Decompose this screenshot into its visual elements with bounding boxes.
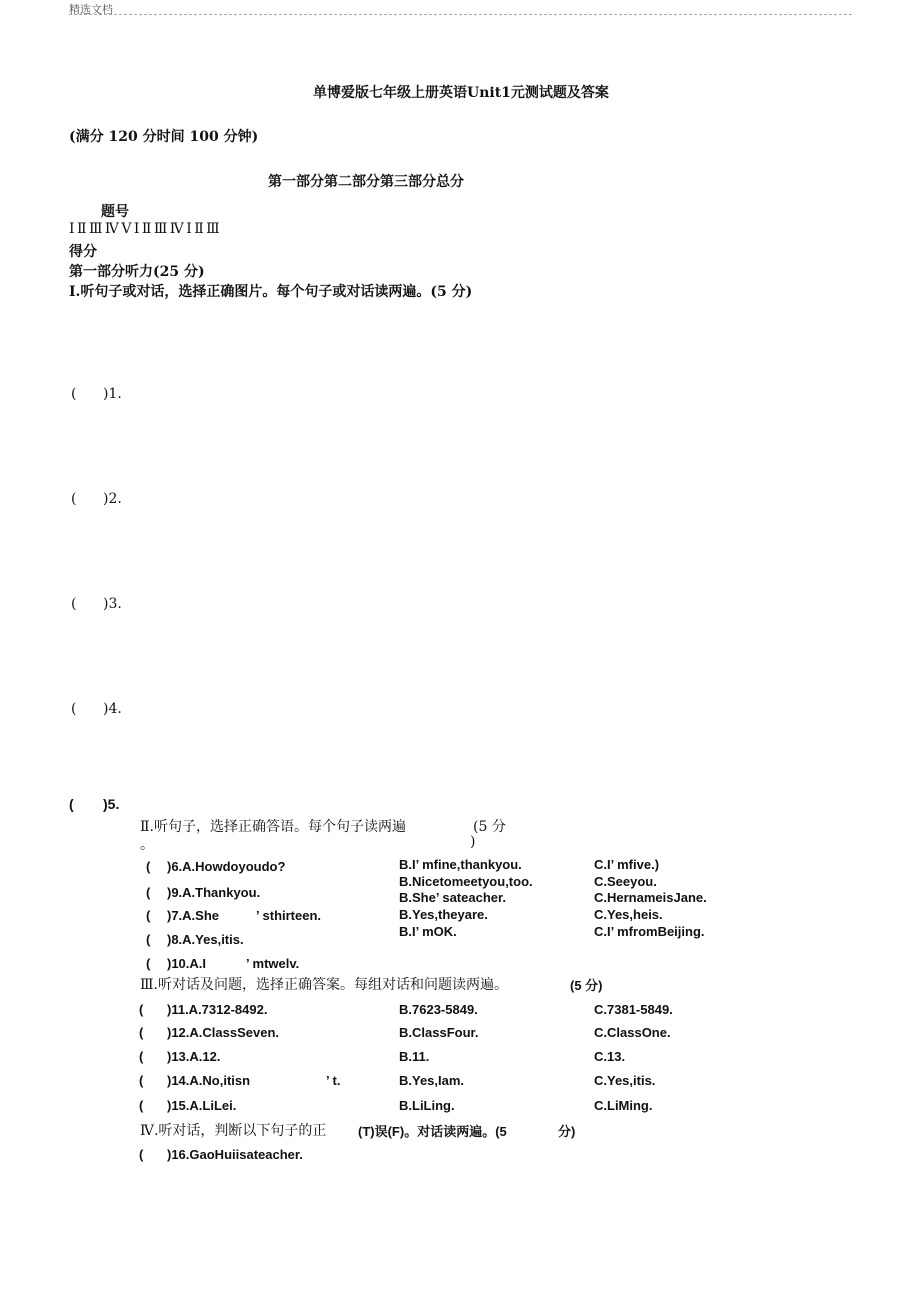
sec3-option-c14: C.Yes,itis. [594, 1073, 656, 1088]
q1-paren: ( [71, 386, 77, 402]
sec2-option-b4: B.Yes,theyare. [399, 907, 488, 922]
sec3-option-b14: B.Yes,Iam. [399, 1073, 465, 1088]
sec3-option-b12: B.ClassFour. [399, 1025, 479, 1040]
sec4-heading-c: 分) [558, 1124, 576, 1139]
q12-paren: ( [139, 1025, 144, 1040]
q13-paren: ( [139, 1049, 144, 1064]
sec2-option-b2: B.Nicetomeetyou,too. [399, 874, 533, 889]
q1: )1. [103, 386, 122, 402]
sec2-option-b1: B.I’ mfine,thankyou. [399, 857, 522, 872]
sec2-option-c1: C.I’ mfive.) [594, 857, 660, 872]
q2-paren: ( [71, 491, 77, 507]
sec3-option-c11: C.7381-5849. [594, 1002, 673, 1017]
q2: )2. [103, 491, 122, 507]
q15-paren: ( [139, 1098, 144, 1113]
score-table-numerals: Ⅰ Ⅱ Ⅲ Ⅳ Ⅴ Ⅰ Ⅱ Ⅲ Ⅳ Ⅰ Ⅱ Ⅲ [69, 221, 219, 237]
part1-heading: 第一部分听力(25 分) [69, 264, 205, 280]
q5-paren: ( [69, 796, 74, 812]
q10-paren: ( [146, 956, 151, 971]
q7-b: ’ sthirteen. [256, 908, 322, 923]
sec2-points-close: ) [470, 834, 476, 850]
score-table-score-label: 得分 [69, 244, 97, 260]
header-divider [69, 14, 852, 15]
q5: )5. [103, 796, 120, 812]
sec2-points: (5 分 [473, 819, 506, 835]
page-title: 单博爱版七年级上册英语Unit1元测试题及答案 [313, 85, 609, 101]
sec3-option-c13: C.13. [594, 1049, 626, 1064]
sec4-heading-b: (T)误(F)。对话读两遍。(5 [358, 1124, 507, 1139]
sec3-points: (5 分) [570, 978, 603, 993]
q15: )15.A.LiLei. [167, 1098, 237, 1113]
q16: )16.GaoHuiisateacher. [167, 1147, 303, 1162]
q12: )12.A.ClassSeven. [167, 1025, 280, 1040]
q13: )13.A.12. [167, 1049, 221, 1064]
q4: )4. [103, 701, 122, 717]
sec3-option-b11: B.7623-5849. [399, 1002, 478, 1017]
q9-paren: ( [146, 885, 151, 900]
sec4-heading-a: Ⅳ.听对话，判断以下句子的正 [140, 1123, 327, 1139]
subtitle: (满分 120 分时间 100 分钟) [69, 129, 259, 145]
sec2-period: 。 [140, 837, 154, 853]
sec3-option-c12: C.ClassOne. [594, 1025, 671, 1040]
sec2-option-c4: C.Yes,heis. [594, 907, 663, 922]
q16-paren: ( [139, 1147, 144, 1162]
q14-a: )14.A.No,itisn [167, 1073, 251, 1088]
q14-b: ’ t. [326, 1073, 341, 1088]
q14-paren: ( [139, 1073, 144, 1088]
sec3-option-b13: B.11. [399, 1049, 430, 1064]
q7-a: )7.A.She [167, 908, 220, 923]
q11-paren: ( [139, 1002, 144, 1017]
score-table-row-label: 题号 [101, 204, 129, 220]
sec2-option-b3: B.She’ sateacher. [399, 890, 506, 905]
sec1-heading: Ⅰ.听句子或对话，选择正确图片。每个句子或对话读两遍。(5 分) [69, 284, 473, 300]
sec3-heading: Ⅲ.听对话及问题，选择正确答案。每组对话和问题读两遍。 [140, 977, 508, 993]
sec2-option-c2: C.Seeyou. [594, 874, 657, 889]
q6: )6.A.Howdoyoudo? [167, 859, 286, 874]
q10-a: )10.A.I [167, 956, 207, 971]
sec3-option-c15: C.LiMing. [594, 1098, 653, 1113]
sec2-option-c3: C.HernameisJane. [594, 890, 707, 905]
header-label: 精选文档 [69, 3, 113, 16]
sec3-option-b15: B.LiLing. [399, 1098, 455, 1113]
q4-paren: ( [71, 701, 77, 717]
q3-paren: ( [71, 596, 77, 612]
q11: )11.A.7312-8492. [167, 1002, 268, 1017]
q8-paren: ( [146, 932, 151, 947]
sec2-heading: Ⅱ.听句子，选择正确答语。每个句子读两遍 [140, 819, 406, 835]
q7-paren: ( [146, 908, 151, 923]
q9: )9.A.Thankyou. [167, 885, 261, 900]
sec2-option-c5: C.I’ mfromBeijing. [594, 924, 705, 939]
score-table-parts: 第一部分第二部分第三部分总分 [268, 174, 464, 190]
q8: )8.A.Yes,itis. [167, 932, 244, 947]
q6-paren: ( [146, 859, 151, 874]
sec2-option-b5: B.I’ mOK. [399, 924, 457, 939]
q10-b: ’ mtwelv. [246, 956, 300, 971]
q3: )3. [103, 596, 122, 612]
